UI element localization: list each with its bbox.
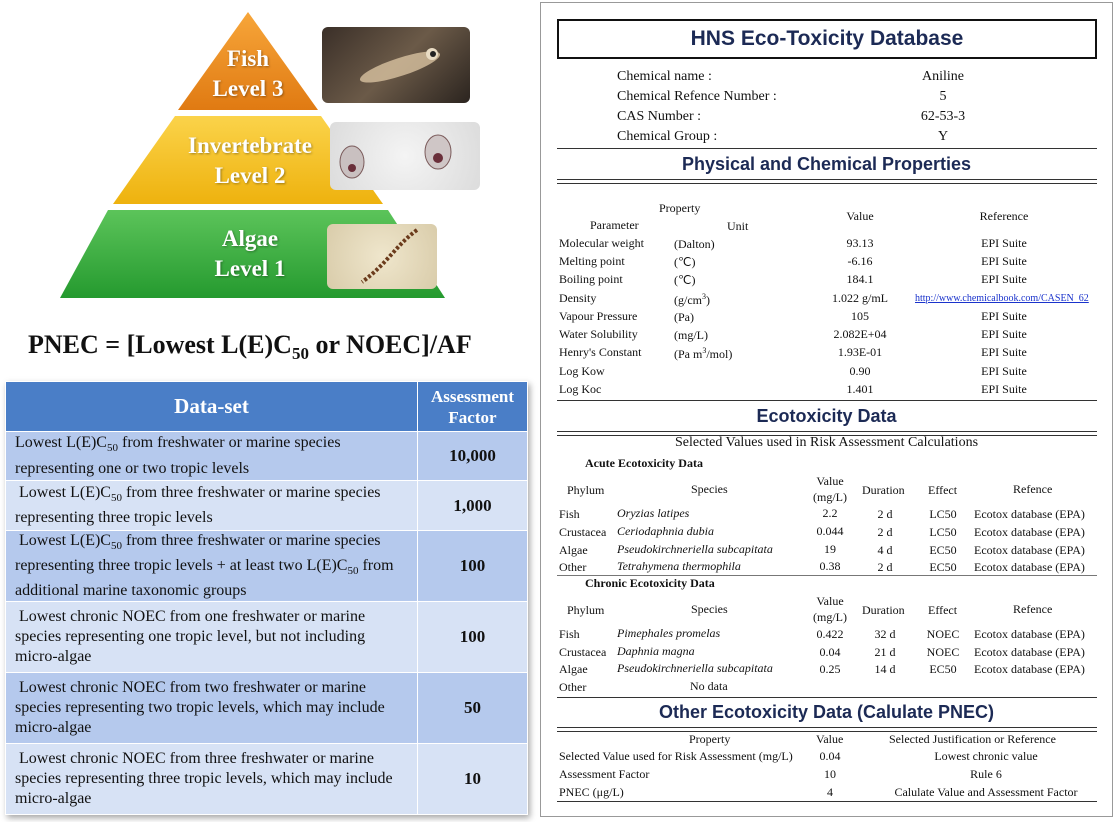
col-dataset-header: Data-set — [6, 382, 418, 432]
col-value: Value — [816, 474, 844, 488]
reference-link[interactable]: http://www.chemicalbook.com/CASEN_62 — [915, 293, 1089, 304]
phys-col-reference: Reference — [979, 209, 1029, 223]
table-row: Lowest chronic NOEC from one freshwater or marine species representing one tropic level, but not including micro-algae 100 — [6, 602, 528, 673]
table-row: Lowest $L(E)C_{50}$ from three freshwater or marine species representing three tropic levels 1,000 — [6, 481, 528, 531]
database-title: HNS Eco-Toxicity Database — [557, 19, 1097, 59]
phys-col-unit: Unit — [727, 219, 749, 233]
pyramid-label-algae: Algae Level 1 — [214, 226, 286, 281]
info-value: Aniline — [922, 69, 964, 84]
chronic-title: Chronic Ecotoxicity Data — [585, 576, 715, 590]
col-species: Species — [691, 482, 728, 496]
hns-database-sheet: HNS Eco-Toxicity Database Chemical name : Aniline Chemical Refence Number : 5 CAS Number : 62-53-3 Chemical Group : Y Physical and Chemical Properties Property Parameter Unit Value Reference Molecular weight (Dalton) 93.13 EPI Suite Melting point (℃) -6.16 EPI Suite Boiling point (℃) 184.1 EPI Suite Density $(g/cm^3)$ 1.022 g/mL http://www.chemicalbook.com/CASEN_62 Vapour Pressure (Pa) 105 EPI Suite Water Solubility (mg/L) 2.082E+04 EPI Suite Henry's Constant (Pa $m^3/mol$) 1.93E-01 EPI Suite Log Kow 0.90 EPI Suite Log Koc 1.401 EPI Suite Ecotoxicity Data Selected Values used in Risk Assessment Calculations Acute Ecotoxicity Data Phylum Species Value (mg/L) Duration Effect Refence Fish Oryzias latipes 2.2 2 d LC50 Ecotox database (EPA) Crustacea Ceriodaphnia dubia 0.044 2 d LC50 Ecotox database (EPA) Algae Pseudokirchneriella subcapitata 19 4 d EC50 Ecotox database (EPA) Other Tetrahymena thermophila 0.38 2 d EC50 Ecotox database (EPA) Chronic Ecotoxicity Data Phylum Species Value (mg/L) Duration Effect Refence Fish Pimephales promelas 0.422 32 d NOEC Ecotox database (EPA) Crustacea Daphnia magna 0.04 21 d NOEC Ecotox database (EPA) Algae Pseudokirchneriella subcapitata 0.25 14 d EC50 Ecotox database (EPA) Other No data Other Ecotoxicity Data (Calulate PNEC) Property Value Selected Justification or Reference Selected Value used for Risk Assessment (mg/L) 0.04 Lowest chronic value Assessment Factor 10 Rule 6 PNEC (μg/L) 4 Calulate Value and Assessment Factor — [540, 2, 1113, 817]
info-value: 62-53-3 — [920, 109, 966, 124]
other-header: Other Ecotoxicity Data (Calulate PNEC) — [658, 702, 995, 722]
other-col-value: Value — [816, 732, 844, 746]
info-label: CAS Number : — [617, 109, 701, 124]
phys-col-value: Value — [846, 209, 874, 223]
divider — [557, 179, 1097, 184]
info-value: Y — [937, 129, 949, 144]
info-label: Chemical name : — [617, 69, 712, 84]
info-value: 5 — [939, 89, 947, 104]
invertebrate-photo — [330, 122, 480, 190]
col-duration: Duration — [862, 603, 905, 617]
other-col-property: Property — [689, 732, 731, 746]
divider — [557, 801, 1097, 802]
table-row: Lowest chronic NOEC from three freshwater or marine species representing three tropic levels, which may include micro-algae 10 — [6, 744, 528, 815]
col-value: Value — [816, 594, 844, 608]
col-ref: Refence — [1013, 482, 1053, 496]
other-col-justification: Selected Justification or Reference — [889, 732, 1056, 746]
col-phylum: Phylum — [567, 603, 605, 617]
pyramid-label-invertebrate: Invertebrate Level 2 — [188, 133, 312, 188]
col-duration: Duration — [862, 483, 905, 497]
table-row: Lowest chronic NOEC from two freshwater or marine species representing two tropic levels, which may include micro-algae 50 — [6, 673, 528, 744]
col-ref: Refence — [1013, 602, 1053, 616]
table-row: Lowest $L(E)C_{50}$ from freshwater or marine species representing one or two tropic levels 10,000 — [6, 432, 528, 481]
divider — [557, 148, 1097, 149]
divider — [557, 697, 1097, 698]
phys-header: Physical and Chemical Properties — [681, 154, 972, 174]
eco-subtitle: Selected Values used in Risk Assessment Calculations — [674, 435, 979, 450]
pnec-formula: PNEC = [Lowest $L(E)C_{50}$ or NOEC]/AF — [28, 330, 472, 364]
assessment-factor-table — [5, 381, 528, 815]
phys-col-parameter: Parameter — [590, 218, 639, 232]
info-label: Chemical Refence Number : — [617, 89, 777, 104]
col-factor-header: Assessment Factor — [418, 382, 528, 432]
phys-col-property: Property — [659, 201, 701, 215]
col-value-unit: (mg/L) — [813, 490, 847, 504]
eco-header: Ecotoxicity Data — [756, 406, 897, 426]
acute-title: Acute Ecotoxicity Data — [585, 456, 703, 470]
col-phylum: Phylum — [567, 483, 605, 497]
info-label: Chemical Group : — [617, 129, 718, 144]
col-effect: Effect — [928, 603, 958, 617]
pyramid-label-fish: Fish Level 3 — [212, 46, 284, 101]
fish-photo — [322, 27, 470, 103]
divider — [557, 400, 1097, 401]
col-value-unit: (mg/L) — [813, 610, 847, 624]
col-species: Species — [691, 602, 728, 616]
col-effect: Effect — [928, 483, 958, 497]
algae-photo — [327, 224, 437, 289]
table-row: Lowest $L(E)C_{50}$ from three freshwater or marine species representing three tropic levels + at least two $L(E)C_{50}$ from additional marine taxonomic groups 100 — [6, 531, 528, 602]
